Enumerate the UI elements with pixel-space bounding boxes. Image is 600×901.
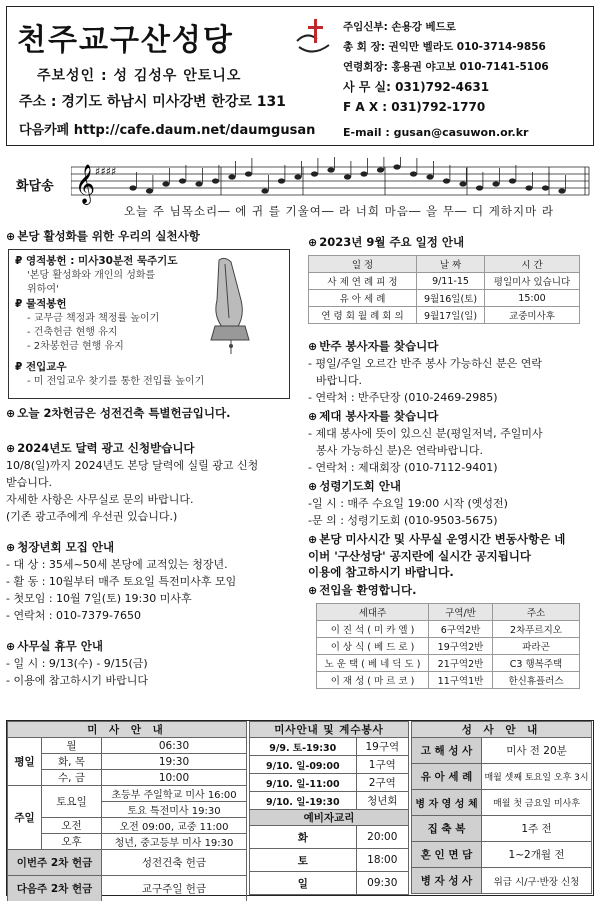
table-row: 토 18:00 — [250, 849, 409, 872]
table-row: 9/10. 일-11:00 2구역 — [250, 774, 409, 792]
note-head — [542, 185, 549, 190]
accompanist-line: 바랍니다. — [316, 374, 363, 387]
svg-text:♯♯♯♯: ♯♯♯♯ — [95, 165, 117, 178]
note-head — [245, 171, 252, 176]
bullet-icon: ⊕ — [308, 584, 318, 597]
note-head — [509, 178, 516, 183]
church-name: 천주교구산성당 — [17, 23, 234, 58]
note-head — [195, 181, 202, 186]
altar-line: - 연락처 : 제대회장 (010-7112-9401) — [308, 461, 498, 474]
youth-line: - 연락처 : 010-7379-7650 — [6, 609, 141, 622]
table-row: 9/9. 토-19:30 19구역 — [250, 738, 409, 756]
note-head — [377, 167, 384, 172]
bullet-icon: ⊕ — [6, 640, 16, 653]
office-closed-line: - 일 시 : 9/13(수) - 9/15(금) — [6, 657, 148, 670]
accompanist-line: - 평일/주일 오르간 반주 봉사 가능하신 분은 연락 — [308, 357, 543, 370]
this-week-collection-label: 이번주 2차 헌금 — [8, 850, 102, 876]
bullet-icon: ⊕ — [308, 480, 318, 493]
p-icon: ₽ — [15, 361, 26, 373]
accompanist-line: - 연락처 : 반주단장 (010-2469-2985) — [308, 391, 498, 404]
office-closed-title: ⊕ 사무실 휴무 안내 — [6, 639, 103, 653]
bullet-icon: ⊕ — [6, 442, 16, 455]
cross-logo-icon — [293, 17, 333, 57]
mass-service-table — [249, 721, 409, 895]
practice-item: ₽ 물적봉헌 - 교무금 책정과 책정률 높이기 - 건축헌금 현행 유지 - 2차봉헌금 현행 유지 — [15, 298, 160, 352]
office-phone: 사 무 실: 031)792-4631 — [343, 80, 490, 94]
bullet-icon: ⊕ — [308, 410, 318, 423]
note-head — [212, 178, 219, 183]
responsorial-psalm — [6, 155, 594, 219]
hymn-lyrics: 오늘 주 님목소리― 에 귀 를 기울여― 라 너희 마음― 을 무― 디 게하지마 라 — [124, 204, 555, 218]
prayer-line: -일 시 : 매주 수요일 19:00 시작 (옛성전) — [308, 497, 508, 510]
music-staff — [71, 157, 591, 205]
note-head — [492, 181, 499, 186]
practice-box — [8, 249, 290, 399]
youth-line: - 활 동 : 10월부터 매주 토요일 특전미사후 모임 — [6, 575, 237, 588]
table-row: 사 제 연 례 피 정 9/11-15 평일미사 있습니다 — [309, 273, 580, 290]
note-head — [525, 185, 532, 190]
accompanist-title: ⊕ 반주 봉사자를 찾습니다 — [308, 339, 439, 353]
table-row: 유 아 세 례 매월 셋째 토요일 오후 3시 — [412, 764, 592, 790]
table-row: 화 20:00 — [250, 826, 409, 849]
calendar-ad-line: 자세한 사항은 사무실로 문의 바랍니다. — [6, 493, 194, 506]
table-row: 노 운 택 ( 베 네 딕 도 ) 21구역2반 C3 행복주택 — [317, 655, 580, 672]
table-row: 집 축 복 1주 전 — [412, 816, 592, 842]
table-row: 병 자 영 성 체 매월 첫 금요일 미사후 — [412, 790, 592, 816]
table-row: 이 재 성 ( 마 르 코 ) 11구역1반 한신휴플러스 — [317, 672, 580, 689]
calendar-ad-line: (기존 광고주에게 우선권 있습니다.) — [6, 510, 178, 523]
note-head — [162, 181, 169, 186]
mass-service-title: 미사안내 및 계수봉사 — [250, 722, 409, 738]
table-row: 연 령 회 월 례 회 의 9월17일(일) 교중미사후 — [309, 307, 580, 324]
note-head — [426, 174, 433, 179]
note-head — [344, 174, 351, 179]
note-head — [476, 185, 483, 190]
table-header: 날 짜 — [417, 256, 485, 273]
office-closed-line: - 이용에 참고하시기 바랍니다 — [6, 674, 148, 687]
notice-line: 이용에 참고하시기 바랍니다. — [308, 565, 454, 579]
note-head — [393, 164, 400, 169]
table-row: 병 자 성 사 위급 시/구·반장 신청 — [412, 868, 592, 894]
practice-title: ⊕ 본당 활성화를 위한 우리의 실천사항 — [6, 229, 200, 243]
table-header: 시 간 — [485, 256, 580, 273]
note-head — [146, 188, 153, 193]
table-row: 이 상 식 ( 베 드 로 ) 19구역2반 파라곤 — [317, 638, 580, 655]
chairman: 총 회 장: 권익만 벨라도 010-3714-9856 — [343, 41, 546, 53]
federation-chairman: 연령회장: 홍용권 야고보 010-7141-5106 — [343, 61, 549, 73]
note-head — [261, 188, 268, 193]
note-head — [459, 181, 466, 186]
calendar-ad-line: 10/8(일)까지 2024년도 본당 달력에 실릴 광고 신청 — [6, 459, 259, 472]
note-head — [278, 178, 285, 183]
table-row: 고 해 성 사 미사 전 20분 — [412, 738, 592, 764]
p-icon: ₽ — [15, 298, 26, 310]
note-head — [294, 174, 301, 179]
mass-title: 미 사 안 내 — [8, 722, 247, 738]
sacrament-title: 성 사 안 내 — [412, 722, 592, 738]
note-head — [129, 185, 136, 190]
sacrament-table — [411, 721, 592, 894]
youth-line: - 대 상 : 35세~50세 본당에 교적있는 청장년. — [6, 558, 228, 571]
bulletin-header — [6, 6, 594, 146]
bullet-icon: ⊕ — [308, 236, 318, 249]
table-row: 9/10. 일-19:30 청년회 — [250, 792, 409, 810]
note-head — [558, 188, 565, 193]
mass-table: 미 사 안 내 평일 월 06:30 화, 목 19:30 수, 금 10:00 주일 토요일 초등부 주일학교 미사 16:00 토요 특전미사 19:30 오전 오전 09:00, 교중 11:00 오후 청년, 중고등부 미사 19:30 이번주 2차 헌금 성전건축 헌금 다음주 2차 헌금 교구주일 헌금 — [7, 721, 247, 901]
note-head — [410, 171, 417, 176]
weekday-label: 평일 — [8, 738, 42, 786]
note-head — [311, 171, 318, 176]
note-head — [327, 167, 334, 172]
fax: F A X : 031)792-1770 — [343, 100, 486, 114]
note-head — [360, 171, 367, 176]
table-header: 구역/반 — [429, 604, 493, 621]
table-header: 일 정 — [309, 256, 417, 273]
practice-item: ₽ 영적봉헌 : 미사30분전 묵주기도 '본당 활성화와 개인의 성화를 위하여' — [15, 255, 178, 295]
prayer-title: ⊕ 성령기도회 안내 — [308, 479, 401, 493]
altar-line: - 제대 봉사에 뜻이 있으신 분(평일저녁, 주일미사 — [308, 427, 543, 440]
notice-line: 이버 '구산성당' 공지란에 실시간 공지됩니다 — [308, 549, 532, 563]
hymn-label: 화답송 — [16, 179, 54, 194]
svg-text:𝄞: 𝄞 — [75, 164, 96, 204]
bullet-icon: ⊕ — [308, 340, 318, 353]
patron-saint: 주보성인 : 성 김성우 안토니오 — [37, 68, 242, 84]
notice-line: ⊕ 본당 미사시간 및 사무실 운영시간 변동사항은 네 — [308, 532, 566, 546]
bottom-info-box — [6, 720, 594, 896]
altar-line: 봉사 가능하신 분)은 연락바랍니다. — [316, 444, 484, 457]
note-head — [179, 178, 186, 183]
schedule-table — [308, 255, 580, 324]
table-header: 주소 — [493, 604, 580, 621]
calendar-ad-line: 받습니다. — [6, 476, 53, 489]
email[interactable]: E-mail : gusan@casuwon.or.kr — [343, 126, 529, 139]
calendar-ad-title: ⊕ 2024년도 달력 광고 신청받습니다 — [6, 441, 195, 455]
note-head — [443, 178, 450, 183]
note-head — [228, 174, 235, 179]
bullet-icon: ⊕ — [308, 533, 318, 546]
table-row: 일 09:30 — [250, 872, 409, 895]
welcome-table — [316, 603, 580, 689]
cafe-link[interactable]: 다음카페 http://cafe.daum.net/daumgusan — [19, 123, 316, 138]
table-header: 세대주 — [317, 604, 429, 621]
schedule-title: ⊕ 2023년 9월 주요 일정 안내 — [308, 235, 465, 249]
church-address: 주소 : 경기도 하남시 미사강변 한강로 131 — [19, 94, 286, 110]
sunday-label: 주일 — [8, 786, 42, 850]
altar-title: ⊕ 제대 봉사자를 찾습니다 — [308, 409, 439, 423]
table-row: 혼 인 면 담 1~2개월 전 — [412, 842, 592, 868]
p-icon: ₽ — [15, 255, 26, 267]
welcome-title: ⊕ 전입을 환영합니다. — [308, 583, 417, 597]
table-row: 이 진 석 ( 미 카 엘 ) 6구역2반 2차푸르지오 — [317, 621, 580, 638]
table-row: 9/10. 일-09:00 1구역 — [250, 756, 409, 774]
youth-title: ⊕ 청장년회 모집 안내 — [6, 540, 115, 554]
catechumen-title: 예비자교리 — [250, 810, 409, 826]
bullet-icon: ⊕ — [6, 407, 16, 420]
second-collection-notice: ⊕ 오늘 2차헌금은 성전건축 특별헌금입니다. — [6, 406, 231, 420]
bullet-icon: ⊕ — [6, 230, 16, 243]
praying-hands-icon — [201, 256, 255, 356]
next-week-collection-label: 다음주 2차 헌금 — [8, 876, 102, 901]
bullet-icon: ⊕ — [6, 541, 16, 554]
prayer-line: -문 의 : 성령기도회 (010-9503-5675) — [308, 514, 498, 527]
pastor: 주임신부: 손용강 베드로 — [343, 21, 456, 33]
youth-line: - 첫모임 : 10월 7일(토) 19:30 미사후 — [6, 592, 192, 605]
practice-item: ₽ 전입교우 - 미 전입교우 찾기를 통한 전입률 높이기 — [15, 361, 205, 387]
table-row: 유 아 세 례 9월16일(토) 15:00 — [309, 290, 580, 307]
